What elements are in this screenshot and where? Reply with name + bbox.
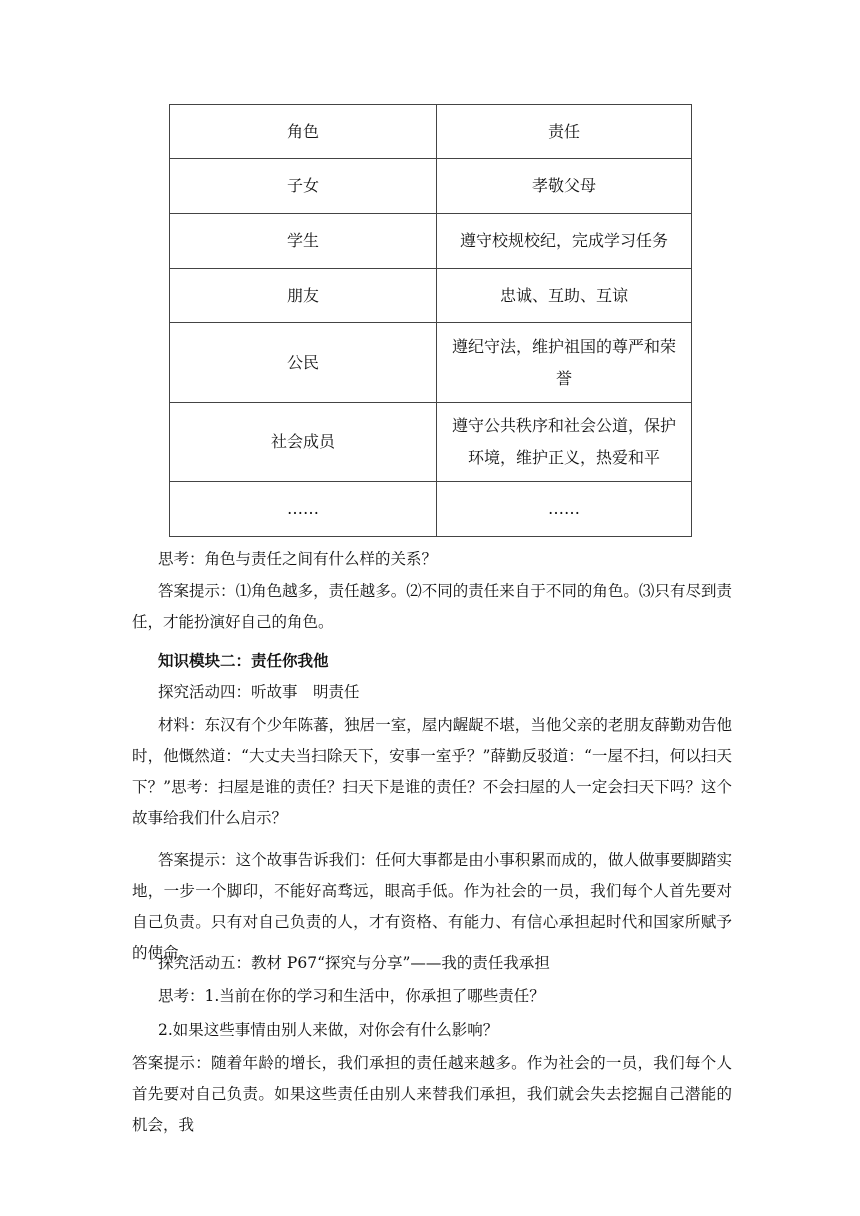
activity-5-title: 探究活动五：教材 P67“探究与分享”——我的责任我承担: [158, 954, 550, 972]
responsibility-cell: 遵守公共秩序和社会公道，保护环境，维护正义，热爱和平: [437, 403, 692, 482]
responsibility-cell: 遵守校规校纪，完成学习任务: [437, 214, 692, 269]
role-cell: 社会成员: [170, 403, 437, 482]
role-cell: ……: [170, 482, 437, 537]
responsibility-cell: 忠诚、互助、互谅: [437, 269, 692, 323]
role-cell: 朋友: [170, 269, 437, 323]
table-row: [170, 323, 692, 403]
table-header-row: [170, 105, 692, 159]
responsibility-cell: 遵纪守法，维护祖国的尊严和荣誉: [437, 323, 692, 403]
role-cell: 子女: [170, 159, 437, 214]
table-row: [170, 159, 692, 214]
answer-hint-3: 答案提示：随着年龄的增长，我们承担的责任越来越多。作为社会的一员，我们每个人首先要对自己负责。如果这些责任由别人来替我们承担，我们就会失去挖掘自己潜能的机会，我: [132, 1054, 732, 1134]
activity-4-title: 探究活动四：听故事 明责任: [158, 683, 360, 701]
role-cell: 公民: [170, 323, 437, 403]
table-row: [170, 403, 692, 482]
role-cell: 学生: [170, 214, 437, 269]
responsibility-cell: 孝敬父母: [437, 159, 692, 214]
table-row: [170, 214, 692, 269]
role-responsibility-table: [169, 104, 692, 537]
story-material: 材料：东汉有个少年陈蕃，独居一室，屋内龌龊不堪，当他父亲的老朋友薛勤劝告他时，他慨然道：“大丈夫当扫除天下，安事一室乎？”薛勤反驳道：“一屋不扫，何以扫天下？”思考：扫屋是谁的责任？扫天下是谁的责任？不会扫屋的人一定会扫天下吗？这个故事给我们什么启示？: [132, 716, 732, 827]
section-heading-module-2: 知识模块二：责任你我他: [158, 651, 329, 670]
table-row: [170, 269, 692, 323]
answer-hint-1: 答案提示：⑴角色越多，责任越多。⑵不同的责任来自于不同的角色。⑶只有尽到责任，才能扮演好自己的角色。: [132, 582, 732, 631]
header-cell-responsibility: 责任: [437, 105, 692, 159]
responsibility-cell: ……: [437, 482, 692, 537]
question-role-relation: 思考：角色与责任之间有什么样的关系？: [158, 550, 438, 568]
header-cell-role: 角色: [170, 105, 437, 159]
question-2: 2.如果这些事情由别人来做，对你会有什么影响？: [158, 1021, 499, 1039]
question-1: 思考：1.当前在你的学习和生活中，你承担了哪些责任？: [158, 987, 545, 1005]
table-row: [170, 482, 692, 537]
answer-hint-2: 答案提示：这个故事告诉我们：任何大事都是由小事积累而成的，做人做事要脚踏实地，一步一个脚印，不能好高骛远，眼高手低。作为社会的一员，我们每个人首先要对自己负责。只有对自己负责的人，才有资格、有能力、有信心承担起时代和国家所赋予的使命。: [132, 851, 732, 962]
